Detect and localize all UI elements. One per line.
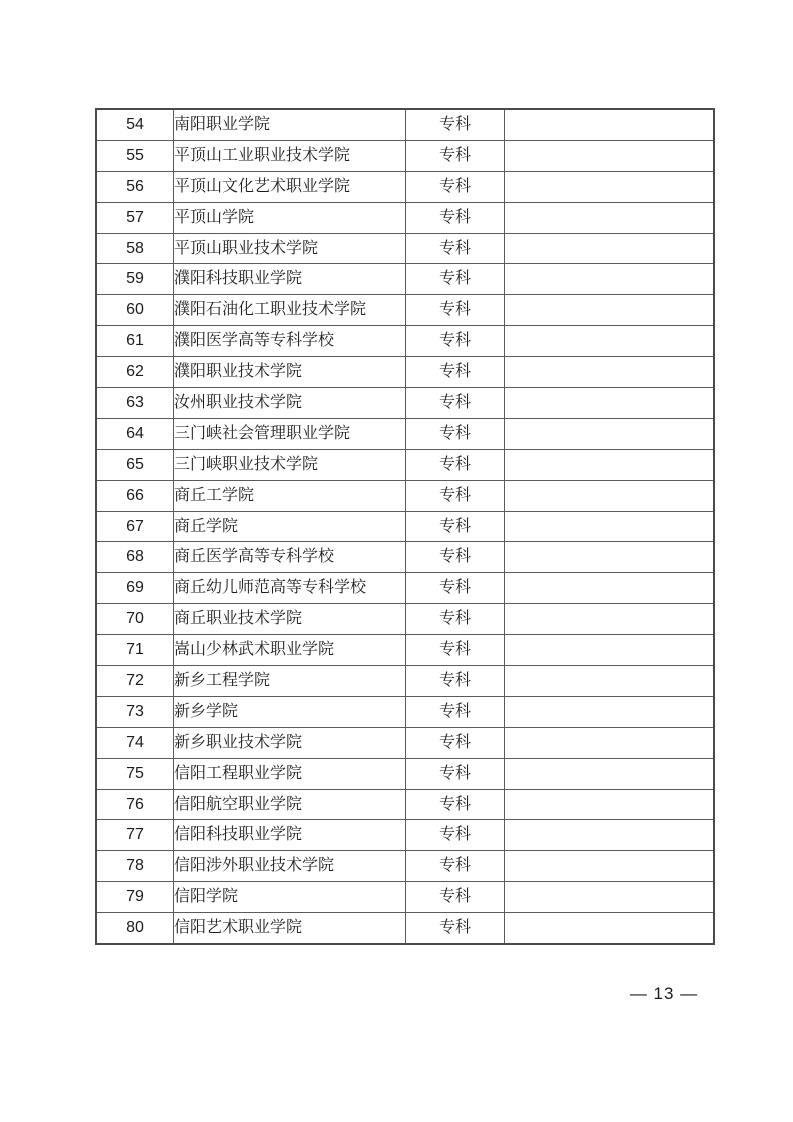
table-row — [96, 140, 714, 171]
row-number-cell: 66 — [96, 480, 174, 511]
level-cell: 专科 — [406, 388, 505, 419]
school-name-cell: 平顶山学院 — [174, 202, 406, 233]
note-cell — [505, 542, 715, 573]
note-cell — [505, 913, 715, 944]
note-cell — [505, 696, 715, 727]
table-row — [96, 913, 714, 944]
level-cell: 专科 — [406, 171, 505, 202]
level-cell: 专科 — [406, 758, 505, 789]
school-name-cell: 商丘职业技术学院 — [174, 604, 406, 635]
table-row — [96, 233, 714, 264]
table-row — [96, 295, 714, 326]
note-cell — [505, 851, 715, 882]
table-row — [96, 604, 714, 635]
college-table-body — [96, 109, 714, 944]
row-number-cell: 61 — [96, 326, 174, 357]
note-cell — [505, 789, 715, 820]
school-name-cell: 商丘医学高等专科学校 — [174, 542, 406, 573]
row-number-cell: 80 — [96, 913, 174, 944]
table-row — [96, 851, 714, 882]
school-name-cell: 平顶山文化艺术职业学院 — [174, 171, 406, 202]
note-cell — [505, 635, 715, 666]
note-cell — [505, 480, 715, 511]
school-name-cell: 濮阳医学高等专科学校 — [174, 326, 406, 357]
row-number-cell: 72 — [96, 666, 174, 697]
level-cell: 专科 — [406, 851, 505, 882]
row-number-cell: 69 — [96, 573, 174, 604]
level-cell: 专科 — [406, 789, 505, 820]
row-number-cell: 56 — [96, 171, 174, 202]
table-row — [96, 357, 714, 388]
school-name-cell: 新乡工程学院 — [174, 666, 406, 697]
table-row — [96, 171, 714, 202]
school-name-cell: 信阳科技职业学院 — [174, 820, 406, 851]
note-cell — [505, 418, 715, 449]
row-number-cell: 60 — [96, 295, 174, 326]
level-cell: 专科 — [406, 295, 505, 326]
level-cell: 专科 — [406, 233, 505, 264]
row-number-cell: 70 — [96, 604, 174, 635]
row-number-cell: 67 — [96, 511, 174, 542]
note-cell — [505, 573, 715, 604]
table-row — [96, 109, 714, 140]
page-number-text: — 13 — — [629, 984, 699, 1003]
level-cell: 专科 — [406, 604, 505, 635]
school-name-cell: 三门峡社会管理职业学院 — [174, 418, 406, 449]
level-cell: 专科 — [406, 202, 505, 233]
school-name-cell: 三门峡职业技术学院 — [174, 449, 406, 480]
table-row — [96, 573, 714, 604]
level-cell: 专科 — [406, 820, 505, 851]
school-name-cell: 商丘工学院 — [174, 480, 406, 511]
school-name-cell: 信阳学院 — [174, 882, 406, 913]
level-cell: 专科 — [406, 140, 505, 171]
row-number-cell: 54 — [96, 109, 174, 140]
school-name-cell: 南阳职业学院 — [174, 109, 406, 140]
note-cell — [505, 233, 715, 264]
school-name-cell: 商丘学院 — [174, 511, 406, 542]
note-cell — [505, 202, 715, 233]
note-cell — [505, 882, 715, 913]
row-number-cell: 75 — [96, 758, 174, 789]
note-cell — [505, 511, 715, 542]
school-name-cell: 汝州职业技术学院 — [174, 388, 406, 419]
college-table — [95, 108, 715, 945]
table-row — [96, 418, 714, 449]
table-row — [96, 789, 714, 820]
table-row — [96, 882, 714, 913]
row-number-cell: 57 — [96, 202, 174, 233]
row-number-cell: 74 — [96, 727, 174, 758]
level-cell: 专科 — [406, 418, 505, 449]
school-name-cell: 新乡职业技术学院 — [174, 727, 406, 758]
level-cell: 专科 — [406, 449, 505, 480]
table-row — [96, 820, 714, 851]
school-name-cell: 信阳工程职业学院 — [174, 758, 406, 789]
level-cell: 专科 — [406, 882, 505, 913]
school-name-cell: 濮阳石油化工职业技术学院 — [174, 295, 406, 326]
row-number-cell: 76 — [96, 789, 174, 820]
row-number-cell: 79 — [96, 882, 174, 913]
level-cell: 专科 — [406, 326, 505, 357]
row-number-cell: 58 — [96, 233, 174, 264]
table-row — [96, 511, 714, 542]
row-number-cell: 59 — [96, 264, 174, 295]
note-cell — [505, 666, 715, 697]
note-cell — [505, 820, 715, 851]
school-name-cell: 平顶山工业职业技术学院 — [174, 140, 406, 171]
table-row — [96, 449, 714, 480]
table-row — [96, 666, 714, 697]
note-cell — [505, 727, 715, 758]
level-cell: 专科 — [406, 511, 505, 542]
note-cell — [505, 140, 715, 171]
level-cell: 专科 — [406, 635, 505, 666]
level-cell: 专科 — [406, 109, 505, 140]
table-row — [96, 758, 714, 789]
note-cell — [505, 171, 715, 202]
school-name-cell: 平顶山职业技术学院 — [174, 233, 406, 264]
level-cell: 专科 — [406, 666, 505, 697]
school-name-cell: 新乡学院 — [174, 696, 406, 727]
level-cell: 专科 — [406, 264, 505, 295]
level-cell: 专科 — [406, 696, 505, 727]
note-cell — [505, 264, 715, 295]
school-name-cell: 信阳航空职业学院 — [174, 789, 406, 820]
table-row — [96, 542, 714, 573]
table-row — [96, 264, 714, 295]
table-row — [96, 202, 714, 233]
row-number-cell: 68 — [96, 542, 174, 573]
table-row — [96, 388, 714, 419]
row-number-cell: 77 — [96, 820, 174, 851]
school-name-cell: 濮阳职业技术学院 — [174, 357, 406, 388]
row-number-cell: 62 — [96, 357, 174, 388]
table-row — [96, 480, 714, 511]
table-row — [96, 326, 714, 357]
row-number-cell: 65 — [96, 449, 174, 480]
school-name-cell: 濮阳科技职业学院 — [174, 264, 406, 295]
level-cell: 专科 — [406, 727, 505, 758]
note-cell — [505, 388, 715, 419]
level-cell: 专科 — [406, 573, 505, 604]
table-row — [96, 727, 714, 758]
page-number — [604, 984, 724, 1004]
school-name-cell: 嵩山少林武术职业学院 — [174, 635, 406, 666]
note-cell — [505, 109, 715, 140]
note-cell — [505, 449, 715, 480]
row-number-cell: 64 — [96, 418, 174, 449]
school-name-cell: 商丘幼儿师范高等专科学校 — [174, 573, 406, 604]
school-name-cell: 信阳艺术职业学院 — [174, 913, 406, 944]
level-cell: 专科 — [406, 913, 505, 944]
note-cell — [505, 604, 715, 635]
row-number-cell: 55 — [96, 140, 174, 171]
row-number-cell: 71 — [96, 635, 174, 666]
level-cell: 专科 — [406, 480, 505, 511]
table-row — [96, 696, 714, 727]
note-cell — [505, 357, 715, 388]
level-cell: 专科 — [406, 542, 505, 573]
row-number-cell: 73 — [96, 696, 174, 727]
table-row — [96, 635, 714, 666]
note-cell — [505, 758, 715, 789]
level-cell: 专科 — [406, 357, 505, 388]
row-number-cell: 63 — [96, 388, 174, 419]
row-number-cell: 78 — [96, 851, 174, 882]
note-cell — [505, 295, 715, 326]
note-cell — [505, 326, 715, 357]
school-name-cell: 信阳涉外职业技术学院 — [174, 851, 406, 882]
